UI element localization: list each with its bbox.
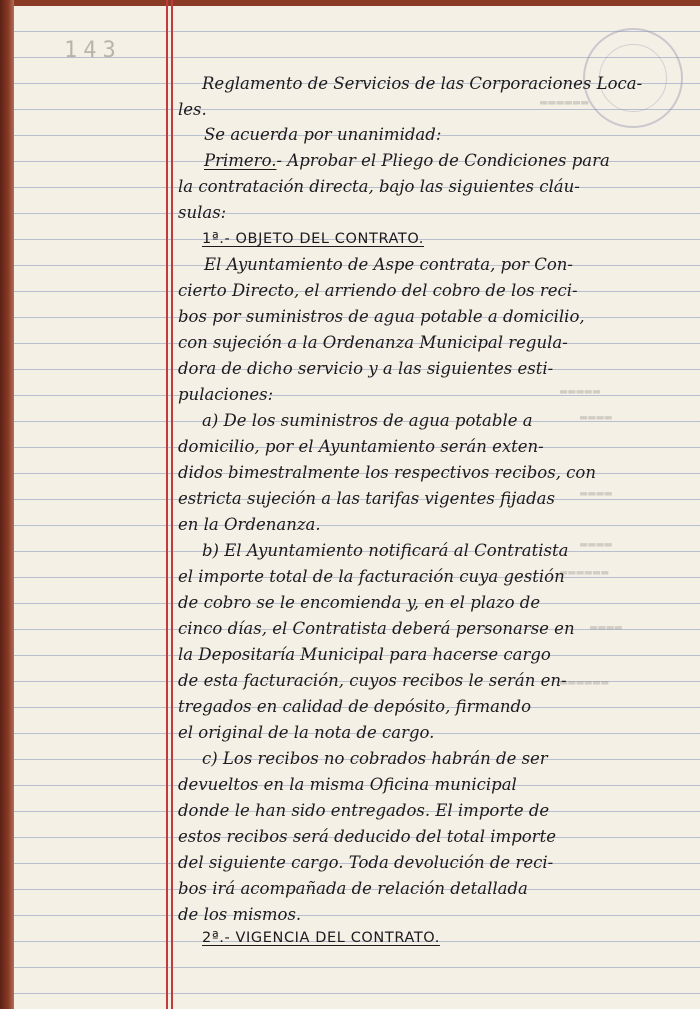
text-line: devueltos en la misma Oficina municipal xyxy=(178,775,517,794)
primero-text: - Aprobar el Pliego de Condiciones para xyxy=(276,151,610,170)
text-line: la contratación directa, bajo las siguientes cláu- xyxy=(178,177,580,196)
page-binding xyxy=(0,0,14,1009)
margin-line-inner xyxy=(171,0,173,1009)
text-line: sulas: xyxy=(178,203,227,222)
text-line: c) Los recibos no cobrados habrán de ser xyxy=(202,749,548,768)
bleed-through-mark: ▬▬▬▬▬ xyxy=(560,384,602,398)
text-line: b) El Ayuntamiento notificará al Contratista xyxy=(202,541,569,560)
section-heading-1: 1ª.- OBJETO DEL CONTRATO. xyxy=(202,231,425,247)
text-line: estricta sujeción a las tarifas vigentes fijadas xyxy=(178,489,555,508)
text-line: con sujeción a la Ordenanza Municipal regula- xyxy=(178,333,568,352)
bleed-through-mark: ▬▬▬▬▬▬ xyxy=(540,95,590,109)
text-line: donde le han sido entregados. El importe de xyxy=(178,801,550,820)
text-line: estos recibos será deducido del total importe xyxy=(178,827,556,846)
text-line: les. xyxy=(178,100,207,119)
text-line: de cobro se le encomienda y, en el plazo de xyxy=(178,593,541,612)
text-line: didos bimestralmente los respectivos recibos, con xyxy=(178,463,596,482)
bleed-through-mark: ▬▬▬▬ xyxy=(590,620,623,634)
text-line: cierto Directo, el arriendo del cobro de los reci- xyxy=(178,281,578,300)
text-line: en la Ordenanza. xyxy=(178,515,321,534)
text-line: Reglamento de Servicios de las Corporaciones Loca- xyxy=(202,74,643,93)
text-line: de los mismos. xyxy=(178,905,302,924)
text-line: tregados en calidad de depósito, firmando xyxy=(178,697,532,716)
bleed-through-mark: ▬▬▬▬ xyxy=(580,410,613,424)
text-line: bos por suministros de agua potable a domicilio, xyxy=(178,307,585,326)
text-line: el original de la nota de cargo. xyxy=(178,723,435,742)
primero-label: Primero. xyxy=(204,151,277,170)
text-line: bos irá acompañada de relación detallada xyxy=(178,879,528,898)
page-number: 143 xyxy=(64,38,122,63)
text-line: el importe total de la facturación cuya gestión xyxy=(178,567,565,586)
text-line: domicilio, por el Ayuntamiento serán exten- xyxy=(178,437,544,456)
bleed-through-mark: ▬▬▬▬▬▬ xyxy=(560,565,610,579)
text-line: dora de dicho servicio y a las siguientes esti- xyxy=(178,359,554,378)
margin-line-outer xyxy=(166,0,168,1009)
text-line-primero xyxy=(204,151,610,171)
text-line: El Ayuntamiento de Aspe contrata, por Con- xyxy=(204,255,574,274)
bleed-through-mark: ▬▬▬▬ xyxy=(580,486,613,500)
section-heading-2: 2ª.- VIGENCIA DEL CONTRATO. xyxy=(202,930,440,946)
text-line: del siguiente cargo. Toda devolución de reci- xyxy=(178,853,554,872)
text-line: la Depositaría Municipal para hacerse cargo xyxy=(178,645,551,664)
text-line: de esta facturación, cuyos recibos le serán en- xyxy=(178,671,567,690)
text-line: pulaciones: xyxy=(178,385,274,404)
bleed-through-mark: ▬▬▬▬ xyxy=(580,537,613,551)
text-line: Se acuerda por unanimidad: xyxy=(204,125,442,144)
text-line: a) De los suministros de agua potable a xyxy=(202,411,533,430)
text-line: cinco días, el Contratista deberá personarse en xyxy=(178,619,575,638)
page-top-edge xyxy=(0,0,700,6)
bleed-through-mark: ▬▬▬▬▬▬ xyxy=(560,675,610,689)
